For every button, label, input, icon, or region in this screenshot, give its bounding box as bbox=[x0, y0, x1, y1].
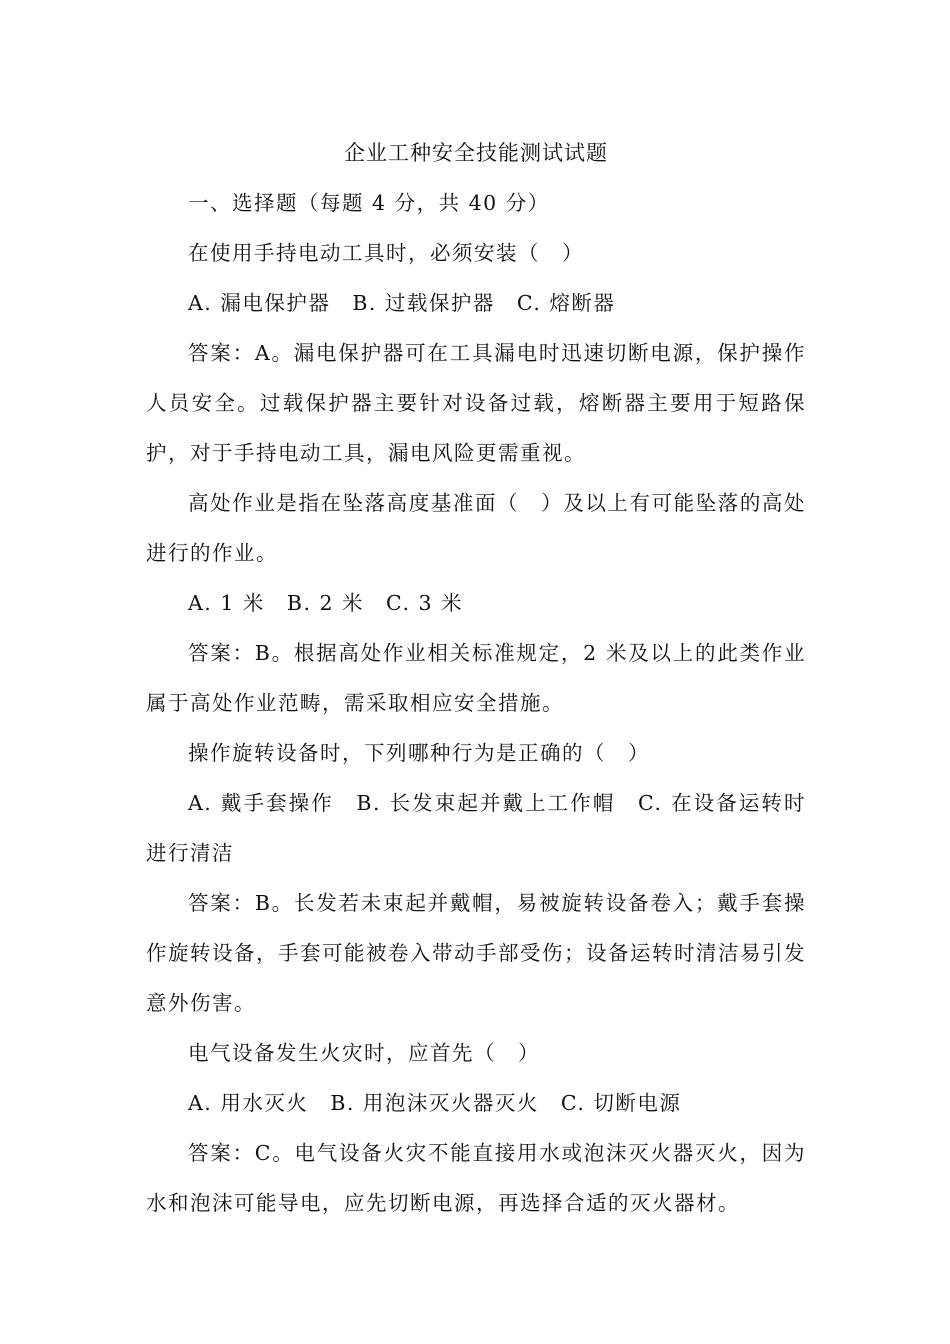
question-1-stem: 在使用手持电动工具时，必须安装（ ） bbox=[188, 241, 584, 265]
question-3-options: A. 戴手套操作 B. 长发束起并戴上工作帽 C. 在设备运转时进行清洁 bbox=[146, 791, 806, 865]
question-2-answer: 答案：B。根据高处作业相关标准规定，2 米及以上的此类作业属于高处作业范畴，需采取相应安全措施。 bbox=[146, 641, 806, 715]
question-3-answer: 答案：B。长发若未束起并戴帽，易被旋转设备卷入；戴手套操作旋转设备，手套可能被卷入带动手部受伤；设备运转时清洁易引发意外伤害。 bbox=[146, 891, 806, 1015]
question-4-options: A. 用水灭火 B. 用泡沫灭火器灭火 C. 切断电源 bbox=[188, 1091, 682, 1115]
section-heading: 一、选择题（每题 4 分，共 40 分） bbox=[188, 191, 550, 215]
question-3-stem: 操作旋转设备时，下列哪种行为是正确的（ ） bbox=[188, 741, 650, 765]
question-1-options: A. 漏电保护器 B. 过载保护器 C. 熔断器 bbox=[188, 291, 616, 315]
document-page bbox=[146, 128, 806, 1228]
question-4-answer: 答案：C。电气设备火灾不能直接用水或泡沫灭火器灭火，因为水和泡沫可能导电，应先切断电源，再选择合适的灭火器材。 bbox=[146, 1141, 806, 1215]
question-4-stem: 电气设备发生火灾时，应首先（ ） bbox=[188, 1041, 540, 1065]
question-1-answer: 答案：A。漏电保护器可在工具漏电时迅速切断电源，保护操作人员安全。过载保护器主要针对设备过载，熔断器主要用于短路保护，对于手持电动工具，漏电风险更需重视。 bbox=[146, 341, 806, 465]
question-2-options: A. 1 米 B. 2 米 C. 3 米 bbox=[188, 591, 464, 615]
question-2-stem: 高处作业是指在坠落高度基准面（ ）及以上有可能坠落的高处进行的作业。 bbox=[146, 491, 806, 565]
document-title: 企业工种安全技能测试试题 bbox=[344, 141, 608, 165]
